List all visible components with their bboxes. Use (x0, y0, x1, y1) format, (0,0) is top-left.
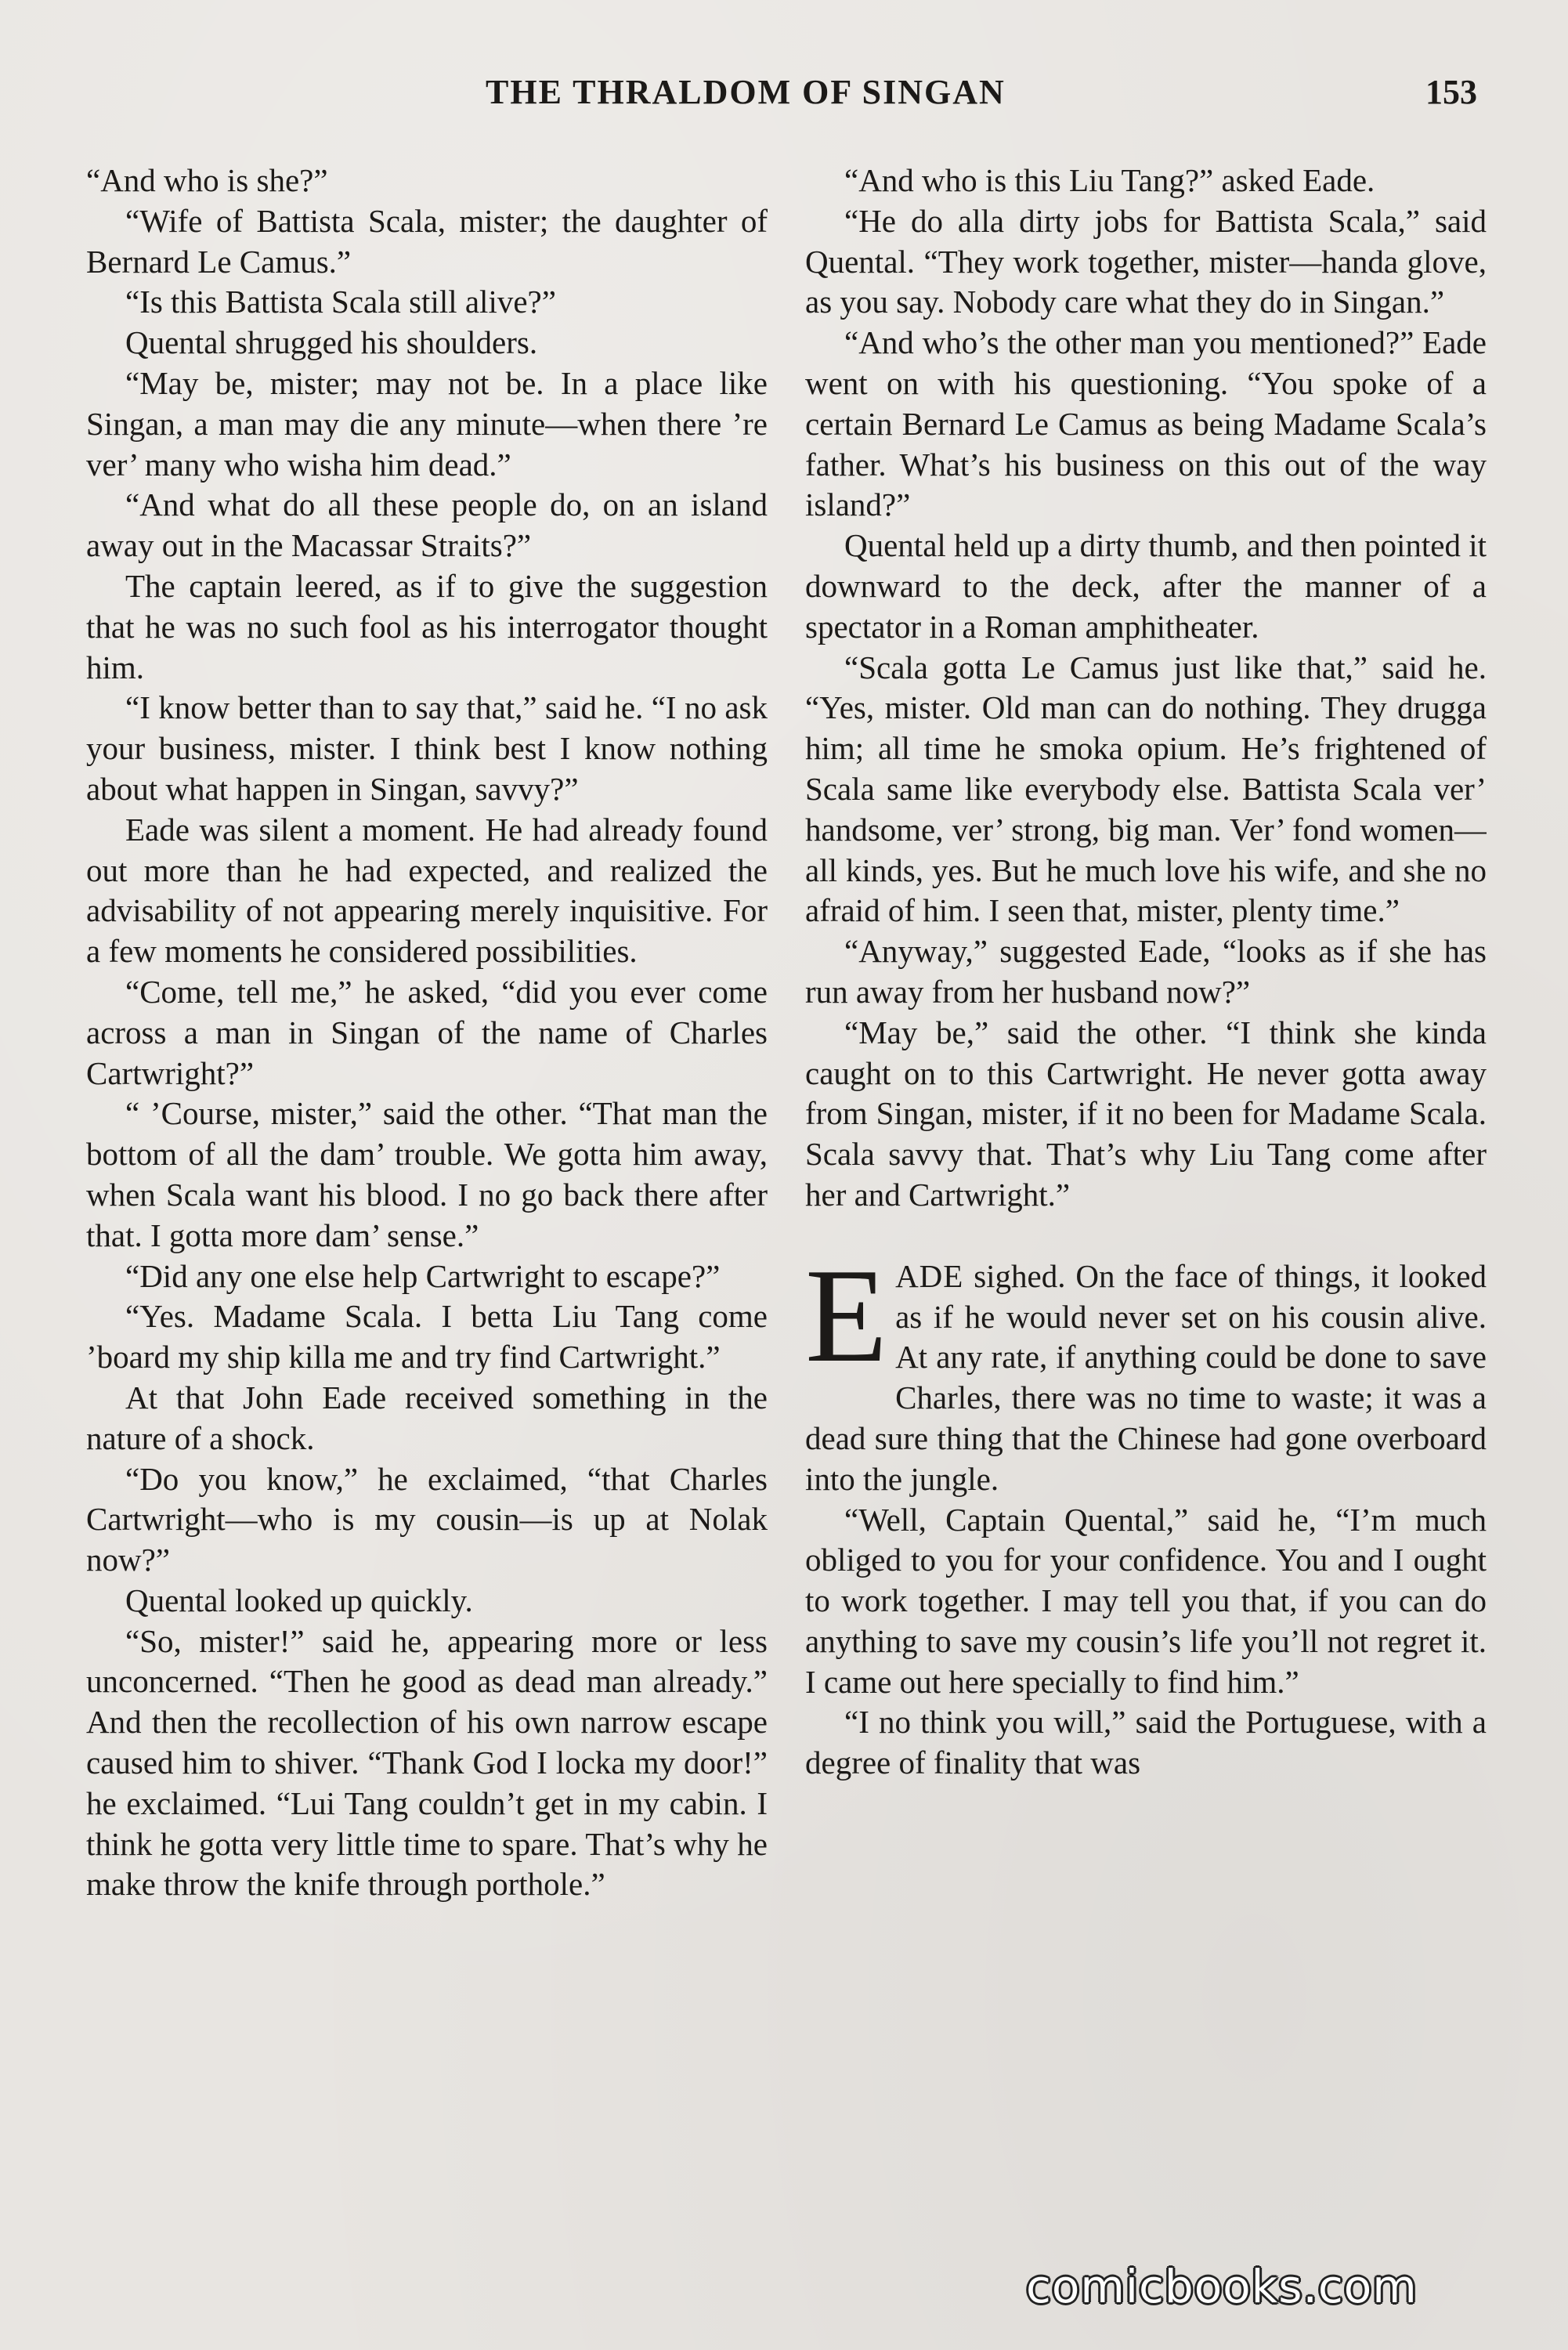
paragraph: “Come, tell me,” he asked, “did you ever come across a man in Singan of the name of Charles Cartwright?” (86, 973, 768, 1091)
paragraph: “Do you know,” he exclaimed, “that Charles Cartwright—who is my cousin—is up at Nolak now?” (86, 1460, 768, 1578)
lead-in-word: ADE (895, 1257, 964, 1294)
paragraph: Quental looked up quickly. (125, 1582, 473, 1618)
paragraph: At that John Eade received something in the nature of a shock. (86, 1379, 768, 1456)
paragraph: “So, mister!” said he, appearing more or less unconcerned. “Then he good as dead man already.” And then the recollection of his own narrow escape caused him to shiver. “Thank God I locka my door!” he exclaimed. “Lui Tang couldn’t get in my cabin. I think he gotta very little time to spare. That’s why he make throw the knife through porthole.” (86, 1622, 768, 1903)
paragraph: Quental shrugged his shoulders. (125, 324, 538, 361)
section-break (805, 1216, 1487, 1256)
paragraph: “Well, Captain Quental,” said he, “I’m much obliged to you for your confidence. You and I ought to work together. I may tell you that, if you can do anything to save my cousin’s life you’ll not regret it. I came out here specially to find him.” (805, 1501, 1487, 1700)
paragraph: “ ’Course, mister,” said the other. “That man the bottom of all the dam’ trouble. We gotta him away, when Scala want his blood. I no go back there after that. I gotta more dam’ sense.” (86, 1095, 768, 1253)
paragraph: “Yes. Madame Scala. I betta Liu Tang come ’board my ship killa me and try find Cartwright.” (86, 1298, 768, 1376)
paragraph: “He do alla dirty jobs for Battista Scala,” said Quental. “They work together, mister—handa glove, as you say. Nobody care what they do in Singan.” (805, 202, 1487, 320)
paragraph: “May be, mister; may not be. In a place like Singan, a man may die any minute—when there ’re ver’ many who wisha him dead.” (86, 364, 768, 483)
paragraph: Eade was silent a moment. He had already found out more than he had expected, and realized the advisability of not appearing merely inquisitive. For a few moments he considered possibilities. (86, 811, 768, 970)
paragraph: “Is this Battista Scala still alive?” (125, 284, 556, 320)
paragraph: “And what do all these people do, on an island away out in the Macassar Straits?” (86, 486, 768, 564)
paragraph: “Wife of Battista Scala, mister; the daughter of Bernard Le Camus.” (86, 202, 768, 280)
running-head-title: THE THRALDOM OF SINGAN (486, 73, 1006, 111)
paragraph: The captain leered, as if to give the suggestion that he was no such fool as his interrogator thought him. (86, 567, 768, 685)
paragraph: “Anyway,” suggested Eade, “looks as if she has run away from her husband now?” (805, 933, 1487, 1010)
watermark-logo: comicbooks.com (1026, 2260, 1418, 2313)
paragraph: “And who is she?” (86, 162, 328, 198)
page-number: 153 (1425, 73, 1477, 111)
paragraph: “Did any one else help Cartwright to escape?” (125, 1257, 721, 1294)
paragraph: “And who’s the other man you mentioned?” Eade went on with his questioning. “You spoke of a certain Bernard Le Camus as being Madame Scala’s father. What’s his business on this out of the way island?” (805, 324, 1487, 523)
paragraph: Quental held up a dirty thumb, and then pointed it downward to the deck, after the manner of a spectator in a Roman amphitheater. (805, 527, 1487, 645)
dropcap-paragraph-text: sighed. On the face of things, it looked as if he would never set on his cousin alive. At any rate, if anything could be done to save Charles, there was no time to waste; it was a dead sure thing that the Chinese had gone overboard into the jungle. (805, 1257, 1487, 1497)
paragraph: “Scala gotta Le Camus just like that,” said he. “Yes, mister. Old man can do nothing. They drugga him; all time he smoka opium. He’s frightened of Scala same like everybody else. Battista Scala ver’ handsome, ver’ strong, big man. Ver’ fond women—all kinds, yes. But he much love his wife, and she no afraid of him. I seen that, mister, plenty time.” (805, 649, 1487, 929)
left-column (86, 161, 768, 2276)
paragraph: “And who is this Liu Tang?” asked Eade. (844, 162, 1375, 198)
dropcap-paragraph (805, 1241, 1487, 1500)
paragraph: “I no think you will,” said the Portuguese, with a degree of finality that was (805, 1704, 1487, 1781)
paragraph: “I know better than to say that,” said he. “I no ask your business, mister. I think best I know nothing about what happen in Singan, savvy?” (86, 689, 768, 807)
drop-cap-letter: E (805, 1241, 888, 1390)
right-column (805, 161, 1487, 2276)
paragraph: “May be,” said the other. “I think she kinda caught on to this Cartwright. He never gotta away from Singan, mister, if it no been for Madame Scala. Scala savvy that. That’s why Liu Tang come after her and Cartwright.” (805, 1014, 1487, 1213)
